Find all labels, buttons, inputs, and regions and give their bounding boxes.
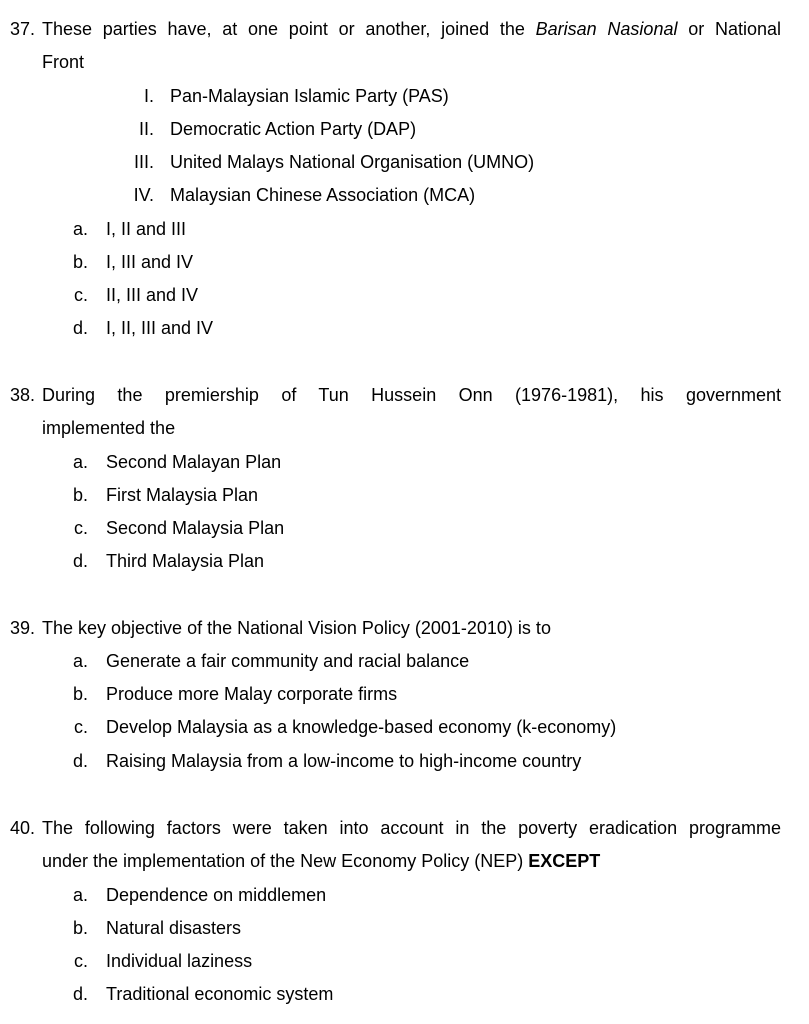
question-stem: The following factors were taken into account in the poverty eradication programme	[42, 818, 781, 838]
statement-text: Democratic Action Party (DAP)	[170, 119, 417, 139]
option-letter: d.	[72, 984, 88, 1004]
option-text: Generate a fair community and racial balance	[106, 651, 470, 671]
question-37-stem-line-2	[10, 51, 781, 73]
option-text: Third Malaysia Plan	[106, 551, 265, 571]
question-stem: The key objective of the National Vision Policy (2001-2010) is to	[42, 618, 551, 638]
answer-option	[10, 317, 781, 339]
answer-option	[10, 484, 781, 506]
question-stem: These parties have, at one point or another, joined the Barisan Nasional or National	[42, 19, 781, 39]
statement-item	[10, 184, 781, 206]
option-letter: d.	[72, 551, 88, 571]
answer-option	[10, 884, 781, 906]
option-letter: c.	[73, 518, 88, 538]
answer-option	[10, 917, 781, 939]
option-letter: c.	[73, 717, 88, 737]
question-number: 39.	[10, 618, 36, 638]
question-40-stem-line-2	[10, 850, 781, 872]
statement-item	[10, 118, 781, 140]
option-letter: c.	[73, 951, 88, 971]
roman-numeral: II.	[138, 119, 154, 139]
question-37-stem-line-1	[10, 18, 781, 40]
option-letter: b.	[72, 918, 88, 938]
question-number: 40.	[10, 818, 36, 838]
answer-option	[10, 716, 781, 738]
question-40-stem-line-1	[10, 817, 781, 839]
answer-option	[10, 983, 781, 1005]
option-letter: d.	[72, 751, 88, 771]
option-letter: a.	[72, 219, 88, 239]
answer-option	[10, 750, 781, 772]
option-letter: c.	[73, 285, 88, 305]
question-stem-continuation: under the implementation of the New Economy Policy (NEP) EXCEPT	[42, 851, 601, 871]
statement-text: Pan-Malaysian Islamic Party (PAS)	[170, 86, 449, 106]
option-text: Develop Malaysia as a knowledge-based economy (k-economy)	[106, 717, 617, 737]
option-text: I, II and III	[106, 219, 187, 239]
question-stem-continuation: implemented the	[42, 418, 176, 438]
option-letter: a.	[72, 651, 88, 671]
option-letter: a.	[72, 885, 88, 905]
option-text: Produce more Malay corporate firms	[106, 684, 398, 704]
italic-term: Barisan Nasional	[535, 19, 678, 39]
emphasis-except: EXCEPT	[528, 851, 601, 871]
option-letter: b.	[72, 252, 88, 272]
option-text: Second Malaysia Plan	[106, 518, 285, 538]
question-38-stem-line-1	[10, 384, 781, 406]
answer-option	[10, 451, 781, 473]
option-text: I, III and IV	[106, 252, 194, 272]
answer-option	[10, 517, 781, 539]
option-text: I, II, III and IV	[106, 318, 214, 338]
question-38-stem-line-2	[10, 417, 781, 439]
answer-option	[10, 218, 781, 240]
answer-option	[10, 284, 781, 306]
answer-option	[10, 550, 781, 572]
statement-text: Malaysian Chinese Association (MCA)	[170, 185, 476, 205]
question-39-stem-line-1	[10, 617, 781, 639]
option-letter: d.	[72, 318, 88, 338]
option-letter: b.	[72, 684, 88, 704]
option-text: Second Malayan Plan	[106, 452, 282, 472]
answer-option	[10, 650, 781, 672]
answer-option	[10, 251, 781, 273]
answer-option	[10, 683, 781, 705]
option-letter: b.	[72, 485, 88, 505]
statement-item	[10, 151, 781, 173]
roman-numeral: III.	[133, 152, 154, 172]
statement-text: United Malays National Organisation (UMNO)	[170, 152, 535, 172]
question-stem-continuation: Front	[42, 52, 85, 72]
question-number: 37.	[10, 19, 36, 39]
question-number: 38.	[10, 385, 36, 405]
option-text: Raising Malaysia from a low-income to high-income country	[106, 751, 582, 771]
statement-item	[10, 85, 781, 107]
roman-numeral: I.	[143, 86, 154, 106]
roman-numeral: IV.	[133, 185, 154, 205]
answer-option	[10, 950, 781, 972]
option-text: II, III and IV	[106, 285, 199, 305]
option-text: Natural disasters	[106, 918, 242, 938]
option-text: Individual laziness	[106, 951, 253, 971]
option-text: First Malaysia Plan	[106, 485, 259, 505]
option-letter: a.	[72, 452, 88, 472]
option-text: Traditional economic system	[106, 984, 334, 1004]
question-stem: During the premiership of Tun Hussein Onn (1976-1981), his government	[42, 385, 781, 405]
option-text: Dependence on middlemen	[106, 885, 327, 905]
